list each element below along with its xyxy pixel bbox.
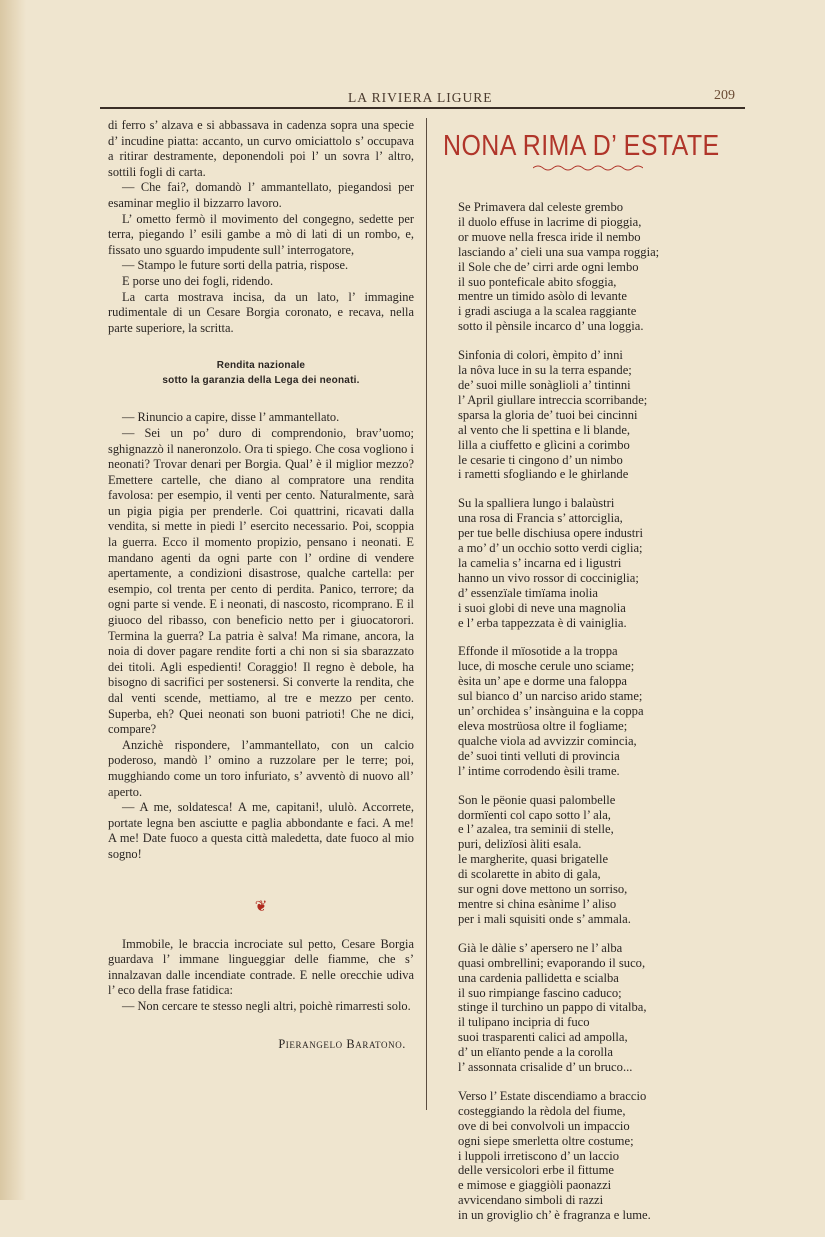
paragraph: — Stampo le future sorti della patria, rispose.	[122, 258, 349, 273]
poem-line: il suo rimpiange fascino caduco;	[458, 985, 622, 1000]
poem-line: il Sole che de’ cirri arde ogni lembo	[458, 259, 639, 274]
author-signature: Pierangelo Baratono.	[278, 1036, 406, 1051]
poem-line: avvicendano simboli di razzi	[458, 1193, 604, 1208]
poem-line: sotto il pènsile incarco d’ una loggia.	[458, 319, 644, 334]
title-flourish	[533, 164, 643, 172]
poem-stanza	[458, 941, 748, 1075]
poem-line: ove di bei convolvoli un impaccio	[458, 1118, 630, 1133]
poem-line: di scolarette in abito di gala,	[458, 867, 601, 882]
poem-stanza	[458, 1089, 748, 1223]
poem-line: mentre si china esànime l’ aliso	[458, 896, 617, 911]
poem-line: Effonde il mïosotide a la troppa	[458, 644, 618, 659]
poem-line: suoi trasparenti calici ad ampolla,	[458, 1030, 628, 1045]
paragraph: — Che fai?, domandò l’ ammantellato, piegandosi per esaminar meglio il bizzarro lavoro.	[108, 180, 414, 210]
poem-line: de’ suoi tinti velluti di provincia	[458, 748, 620, 763]
poem-line: a mo’ d’ un occhio sotto verdi ciglia;	[458, 541, 643, 556]
poem-stanza	[458, 200, 748, 334]
page-edge-shadow	[0, 0, 26, 1200]
poem-line: sparsa la gloria de’ tuoi bei cincinni	[458, 407, 638, 422]
paragraph: L’ ometto fermò il movimento del congegno, sedette per terra, piegando l’ esili gambe a mò di lati di un rombo, e, fissato uno sguardo impudente sull’ interrogatore,	[108, 211, 414, 257]
poem-line: la nôva luce in su la terra espande;	[458, 363, 632, 378]
poem-line: i luppoli irretiscono d’ un laccio	[458, 1148, 619, 1163]
poem-line: hanno un vivo rossor di cocciniglia;	[458, 570, 639, 585]
inset-heading-line-2: sotto la garanzia della Lega dei neonati.	[162, 375, 360, 387]
poem-line: sur ogni dove mettono un sorriso,	[458, 882, 628, 897]
poem-line: per tue belle dischiusa opere industri	[458, 526, 644, 541]
poem-line: Verso l’ Estate discendiamo a braccio	[458, 1088, 647, 1103]
poem-line: Son le pëonie quasi palombelle	[458, 792, 616, 807]
paragraph: Anzichè rispondere, l’ammantellato, con un calcio poderoso, mandò l’ omino a ruzzolare per le terre; poi, mugghiando come un toro infuriato, s’ avventò di nuovo all’ aperto.	[108, 737, 414, 799]
poem-line: sul bianco d’ un narciso arido stame;	[458, 689, 643, 704]
poem-line: le margherite, quasi brigatelle	[458, 852, 609, 867]
poem-stanza	[458, 496, 748, 630]
inset-heading-line-1: Rendita nazionale	[216, 360, 306, 372]
poem-stanza	[458, 793, 748, 927]
poem-line: Su la spalliera lungo i balaùstri	[458, 496, 615, 511]
left-column-prose	[108, 118, 414, 1052]
poem-line: mentre un timido asòlo di levante	[458, 289, 627, 304]
poem-line: i rametti sfogliando e le ghirlande	[458, 467, 629, 482]
poem-stanza	[458, 348, 748, 482]
paragraph: E porse uno dei fogli, ridendo.	[122, 273, 274, 288]
poem-line: una cardenia pallidetta e scialba	[458, 970, 619, 985]
poem-line: eleva mostrüosa oltre il fogliame;	[458, 719, 628, 733]
poem-line: al vento che li spettina e li blande,	[458, 422, 631, 437]
poem-line: dormïenti col capo sotto l’ ala,	[458, 807, 611, 822]
poem-line: per i mali squisiti onde s’ ammala.	[458, 911, 631, 926]
poem-line: in un groviglio ch’ è fragranza e lume.	[458, 1208, 651, 1223]
poem-line: Sinfonia di colori, èmpito d’ inni	[458, 348, 623, 363]
poem-line: i gradi asciuga a la scalea raggiante	[458, 304, 637, 319]
poem-line: e mimose e giaggiòli paonazzi	[458, 1178, 612, 1193]
poem-line: l’ April giullare intreccia scorribande;	[458, 392, 648, 407]
paragraph: — A me, soldatesca! A me, capitani!, ululò. Accorrete, portate legna ben asciutte e paglia abbondante e faci. A me! A me! Date fuoco a questa città maledetta, date fuoco al mio sogno!	[108, 800, 414, 861]
poem-stanza	[458, 644, 748, 778]
poem-line: una rosa di Francia s’ attorciglia,	[458, 511, 623, 526]
column-divider	[426, 118, 427, 1110]
poem-line: l’ assonnata crisalide d’ un bruco...	[458, 1060, 633, 1075]
paragraph: La carta mostrava incisa, da un lato, l’ immagine rudimentale di un Cesare Borgia coronato, e recava, nella parte superiore, la scritta.	[108, 289, 414, 335]
poem-line: un’ orchidea s’ insànguina e la coppa	[458, 704, 644, 719]
poem-line: costeggiando la rèdola del fiume,	[458, 1103, 626, 1118]
header-rule	[100, 107, 745, 109]
poem-line: puri, delizïosi àliti esala.	[458, 837, 582, 852]
poem-line: de’ suoi mille sonàglioli a’ tintinni	[458, 377, 631, 392]
poem-line: quasi ombrellini; evaporando il suco,	[458, 955, 646, 970]
page-number: 209	[714, 88, 735, 103]
running-title: LA RIVIERA LIGURE	[348, 90, 493, 105]
poem-line: l’ intime corrodendo èsili trame.	[458, 763, 620, 778]
paragraph: di ferro s’ alzava e si abbassava in cadenza sopra una specie d’ incudine piatta: accanto, un curvo omiciattolo s’ occupava a ritirar destramente, deponendoli poi l’ un sovra l’ altro, sottili fogli di carta.	[108, 118, 414, 179]
paragraph: — Sei un po’ duro di comprendonio, brav’uomo; sghignazzò il naneronzolo. Ora ti spiego. Che cosa vogliono i neonati? Trovar denari per Borgia. Qual’ è il miglior mezzo? Emettere cartelle, che diano al compratore una rendita favolosa: per esempio, il venti per cento. Naturalmente, sarà un pigia pigia per prenderle. Coi quattrini, ricavati dalla vendita, si mette in piedi l’ esercito necessario. Poi, scoppia la guerra. Ecco il momento propizio, pensano i neonati. E mandano agenti da ogni parte con l’ ordine di vendere apertamente, a condizioni disastrose, qualche cartella: per esempio, col trenta per cento di perdita. Panico, terrore; da ogni parte si vende. E i neonati, di nascosto, ricomprano. E il giuoco del ribasso, con beneficio netto per i giuocatorori. Termina la guerra? La patria è salva! Ma rimane, ancora, la noia di dover pagare rendite forti a chi non si sia sbarazzato dei titoli. Agli espedienti! Coraggio! Il regno è debole, ha bisogno di sacrifici per sostenersi. Si converte la rendita, che dal venti scende, mettiamo, al tre e mezzo per cento. Superba, eh? Quei neonati son buoni patrioti! Che ne dici, compare?	[108, 425, 414, 737]
paragraph: — Non cercare te stesso negli altri, poichè rimarresti solo.	[122, 998, 411, 1013]
poem-line: stinge il turchino un pappo di vitalba,	[458, 1000, 647, 1015]
fleuron-ornament: ❦	[254, 898, 268, 915]
poem-line: luce, di mosche cerule uno sciame;	[458, 659, 635, 674]
poem-line: le cesarie ti cingono d’ un nimbo	[458, 452, 623, 467]
poem-line: delle versicolori erbe il fittume	[458, 1163, 614, 1178]
poem-line: il suo ponteficale abito sfoggia,	[458, 274, 617, 289]
poem-line: d’ un elïanto pende a la corolla	[458, 1045, 614, 1060]
poem-line: i suoi globi di neve una magnolia	[458, 600, 626, 615]
poem-line: Se Primavera dal celeste grembo	[458, 200, 624, 214]
poem-line: e l’ azalea, tra seminii di stelle,	[458, 822, 614, 837]
poem-line: d’ essenzïale timïama inolia	[458, 585, 598, 600]
poem-line: èsita un’ ape e dorme una faloppa	[458, 674, 628, 689]
poem-line: qualche viola ad avvizzir comincia,	[458, 733, 637, 748]
poem-line: Già le dàlie s’ apersero ne l’ alba	[458, 940, 623, 955]
poem-line: e l’ erba tappezzata è di vainiglia.	[458, 615, 627, 630]
poem-line: il duolo effuse in lacrime di pioggia,	[458, 214, 642, 229]
poem-line: or muove nella fresca iride il nembo	[458, 229, 641, 244]
poem-line: la camelia s’ incarna ed i ligustri	[458, 555, 622, 570]
poem-line: lilla a ciuffetto e glìcini a corimbo	[458, 437, 630, 452]
poem-line: il tulipano incipria di fuco	[458, 1015, 590, 1030]
poem-body	[458, 200, 748, 1237]
paragraph: — Rinuncio a capire, disse l’ ammantellato.	[122, 410, 340, 425]
poem-title: NONA RIMA D’ ESTATE	[443, 130, 720, 162]
paragraph: Immobile, le braccia incrociate sul petto, Cesare Borgia guardava l’ immane linguеggiar delle fiamme, che s’ innalzavan dalle incendiate contrade. E nelle orecchie udiva l’ eco della frase fatidica:	[108, 936, 414, 998]
poem-line: ogni siepe smerletta oltre costume;	[458, 1133, 634, 1148]
poem-line: lasciando a’ cieli una sua vampa roggia;	[458, 244, 660, 259]
